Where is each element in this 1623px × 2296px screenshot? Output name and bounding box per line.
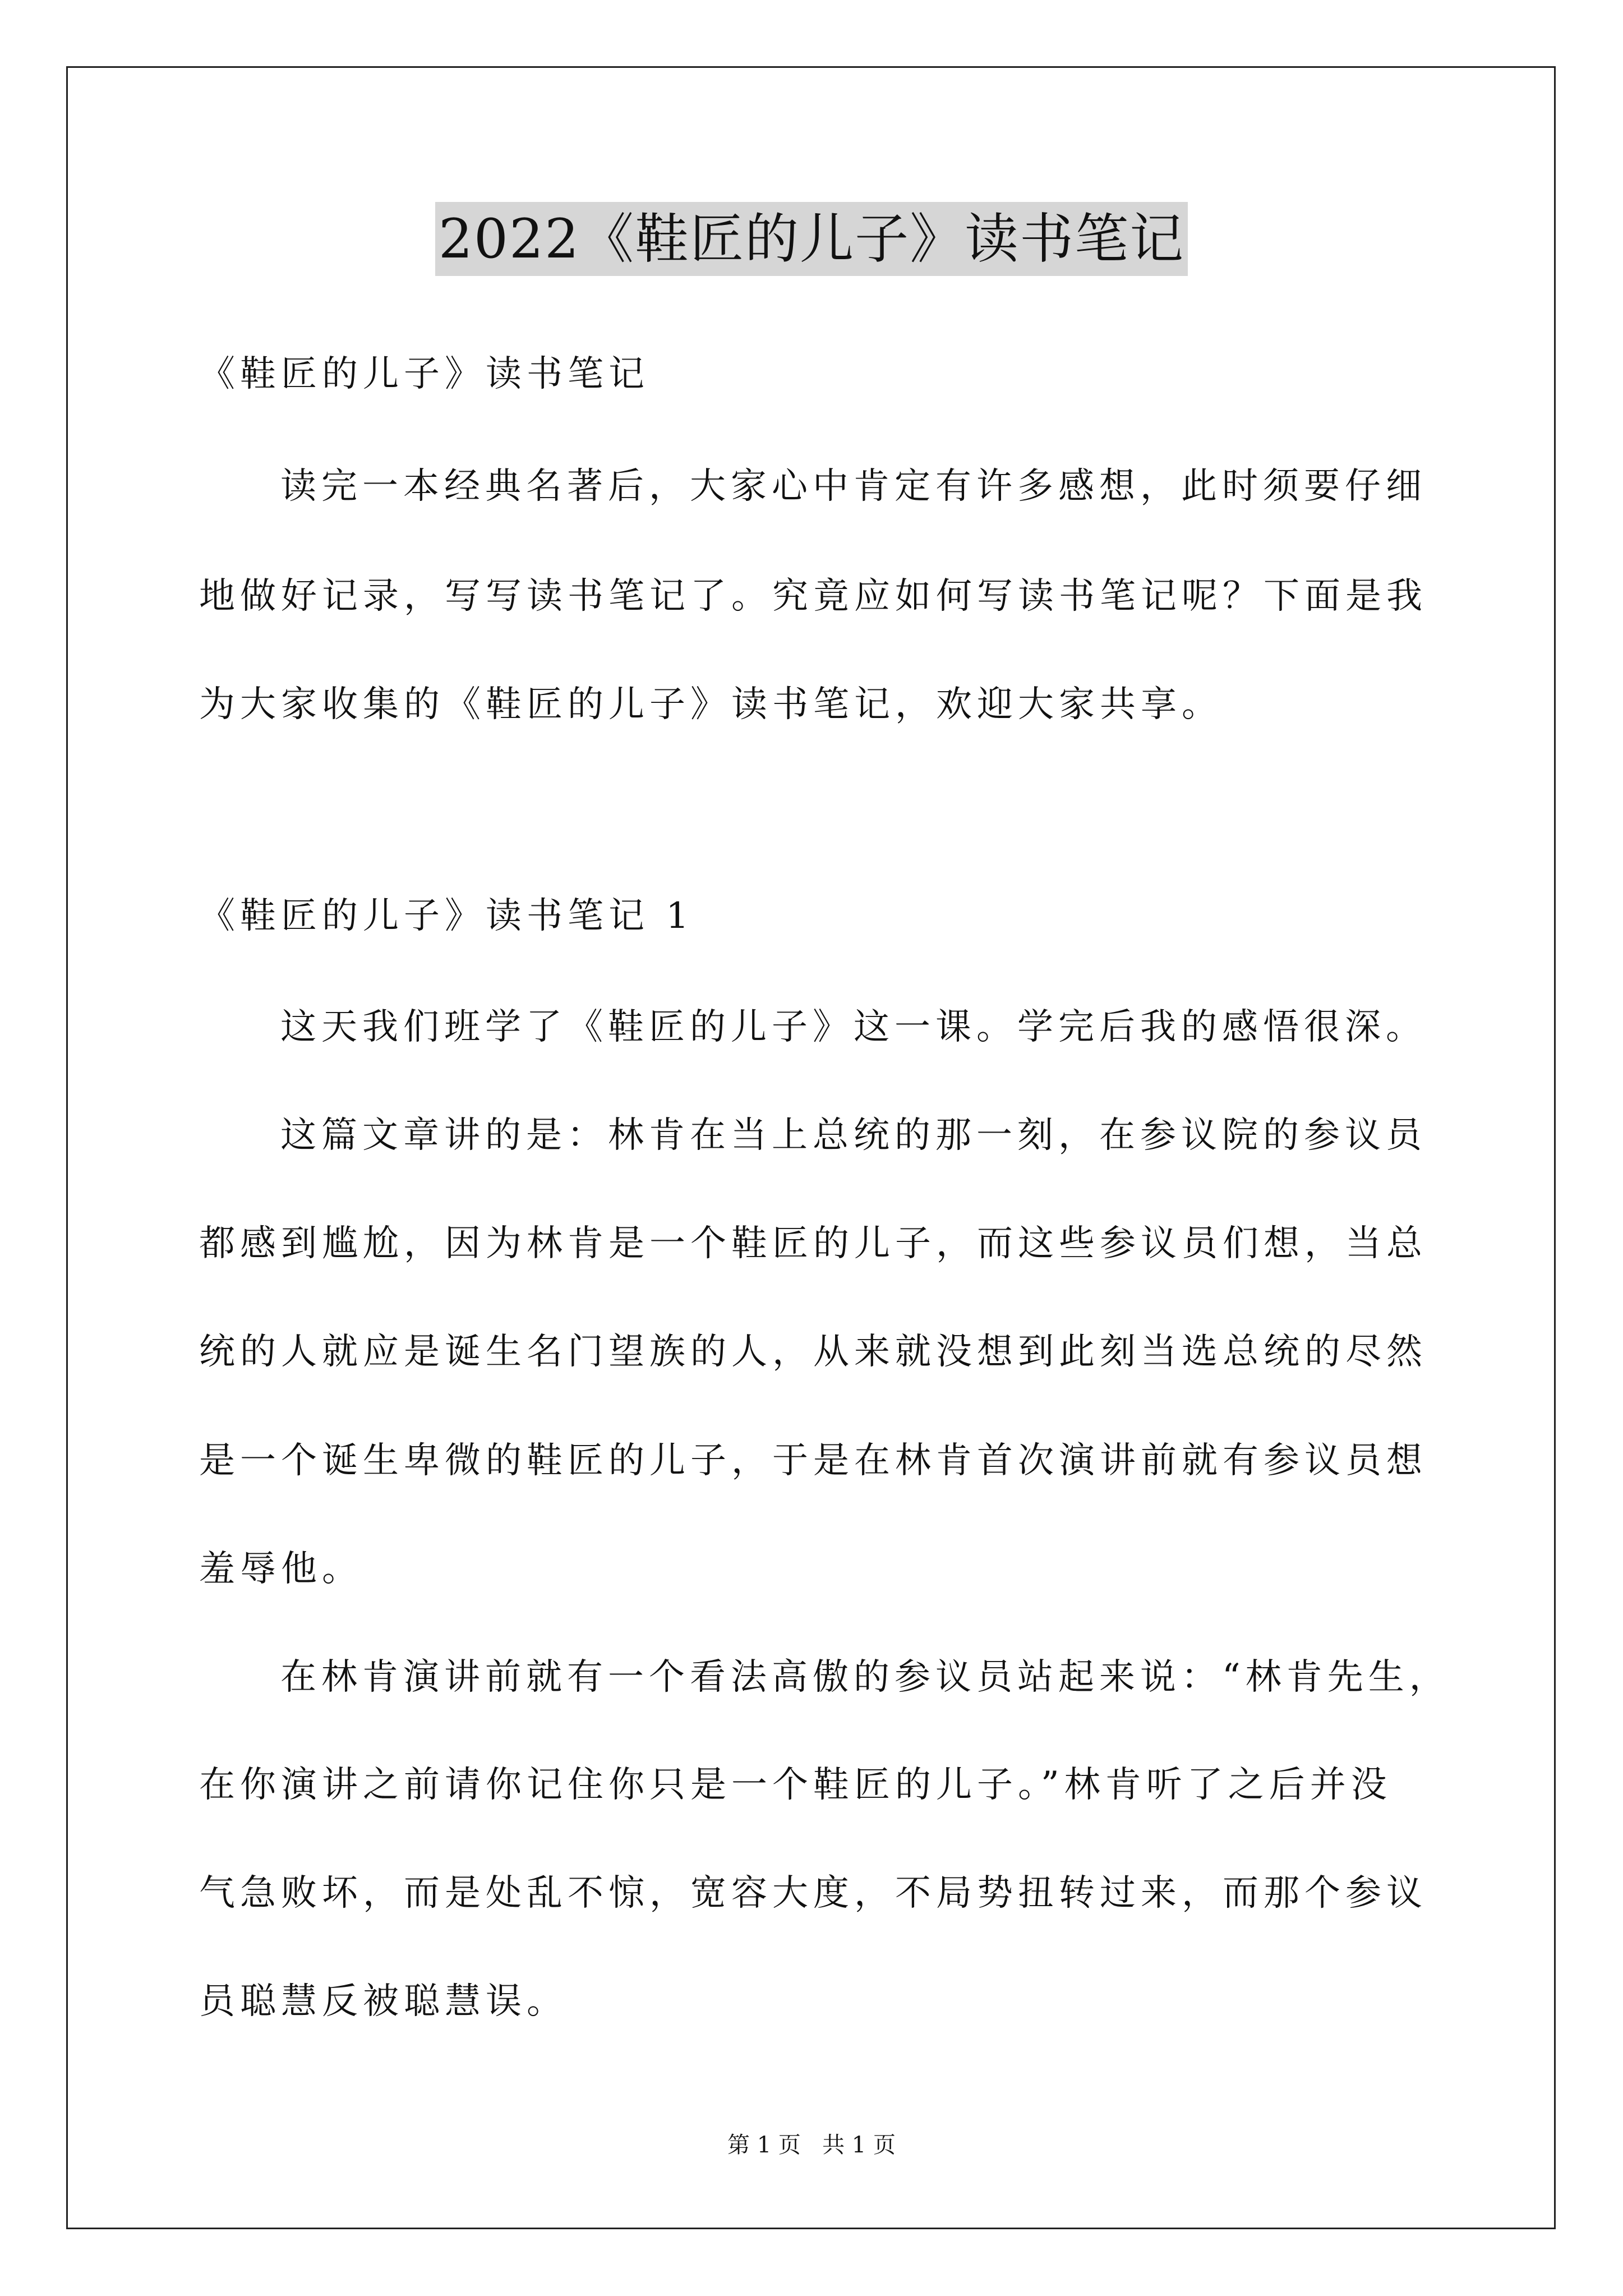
body-line: 是一个诞生卑微的鞋匠的儿子，于是在林肯首次演讲前就有参议员想: [199, 1440, 1427, 1481]
body-line: 气急败坏，而是处乱不惊，宽容大度，不局势扭转过来，而那个参议: [199, 1872, 1427, 1914]
body-line: 在林肯演讲前就有一个看法高傲的参议员站起来说：“林肯先生，: [280, 1657, 1450, 1698]
body-line: 员聪慧反被聪慧误。: [199, 1981, 568, 2022]
title-container: [0, 202, 1623, 276]
body-line: 羞辱他。: [199, 1548, 363, 1590]
intro-line-3: 为大家收集的《鞋匠的儿子》读书笔记，欢迎大家共享。: [199, 684, 1223, 725]
intro-line-1: 读完一本经典名著后，大家心中肯定有许多感想，此时须要仔细: [280, 466, 1427, 507]
page-footer: 第 1 页 共 1 页: [727, 2132, 896, 2158]
section-heading: 《鞋匠的儿子》读书笔记 1: [199, 895, 694, 937]
body-line: 在你演讲之前请你记住你只是一个鞋匠的儿子。”林肯听了之后并没: [199, 1764, 1392, 1806]
subtitle-line: 《鞋匠的儿子》读书笔记: [199, 353, 649, 395]
body-line: 统的人就应是诞生名门望族的人，从来就没想到此刻当选总统的尽然: [199, 1331, 1427, 1373]
body-line: 这篇文章讲的是：林肯在当上总统的那一刻，在参议院的参议员: [280, 1115, 1427, 1156]
body-line: 这天我们班学了《鞋匠的儿子》这一课。学完后我的感悟很深。: [280, 1006, 1427, 1048]
document-title: 2022《鞋匠的儿子》读书笔记: [435, 202, 1188, 276]
body-line: 都感到尴尬，因为林肯是一个鞋匠的儿子，而这些参议员们想，当总: [199, 1223, 1427, 1264]
intro-line-2: 地做好记录，写写读书笔记了。究竟应如何写读书笔记呢？下面是我: [199, 576, 1427, 617]
